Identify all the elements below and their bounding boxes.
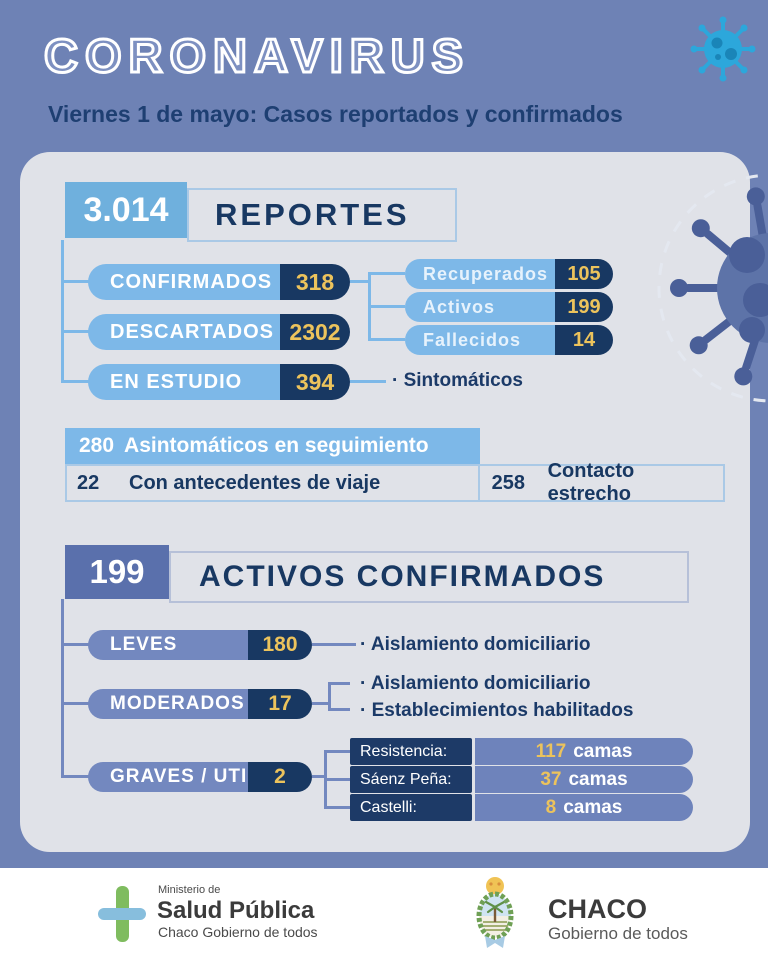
moderados-note: · Aislamiento domiciliario [360,673,591,694]
connector-line [312,643,356,646]
connector-line [312,775,324,778]
ministerio-tagline: Chaco Gobierno de todos [158,924,318,940]
page-subtitle: Viernes 1 de mayo: Casos reportados y confirmados [48,101,623,127]
coronavirus-icon [686,14,760,88]
connector-line [324,750,350,753]
ministerio-name: Salud Pública [157,897,315,924]
stat-label: Recuperados [405,259,555,289]
connector-line [61,380,91,383]
stat-label: MODERADOS [88,689,248,719]
seguimiento-band [65,428,480,464]
stat-pill-activos [405,292,613,322]
stat-value: 17 [248,689,312,719]
connector-line [350,280,368,283]
stat-value: 2302 [280,314,350,350]
cell-value: 22 [77,471,100,494]
stat-pill-fallecidos [405,325,613,355]
connector-line [61,330,91,333]
stat-pill-en-estudio [88,364,350,400]
cell-label: Contacto estrecho [547,460,635,505]
leves-note: · Aislamiento domiciliario [360,634,591,655]
ministerio-small-label: Ministerio de [158,884,221,896]
stat-value: 318 [280,264,350,300]
activos-total-badge: 199 [65,545,169,599]
chaco-tagline: Gobierno de todos [548,924,688,943]
connector-line [350,380,386,383]
en-estudio-note: · Sintomáticos [392,370,523,391]
connector-line [61,775,91,778]
connector-line [368,272,405,275]
connector-line [328,708,350,711]
connector-line [328,682,350,685]
cell-label: Con antecedentes de viaje [129,471,381,494]
uti-beds-unit: camas [573,740,633,762]
seguimiento-row [65,460,725,505]
stat-label: Fallecidos [405,325,555,355]
coronavirus-watermark-icon [600,160,768,440]
stat-pill-moderados [88,689,312,719]
stat-value: 14 [555,325,613,355]
connector-line [328,682,331,711]
stat-value: 394 [280,364,350,400]
stat-pill-graves-uti [88,762,312,792]
footer [0,868,768,960]
uti-place: Castelli: [350,794,472,821]
cell-value: 258 [491,471,525,494]
seguimiento-cell-contacto [480,460,723,505]
stat-label: GRAVES / UTI [88,762,248,792]
uti-beds-value: 8 [545,796,557,818]
activos-heading: ACTIVOS CONFIRMADOS [169,551,689,603]
stat-value: 105 [555,259,613,289]
uti-place: Sáenz Peña: [350,766,472,793]
uti-row-saenz-pena [350,766,693,793]
stat-pill-recuperados [405,259,613,289]
stat-value: 180 [248,630,312,660]
stat-pill-leves [88,630,312,660]
health-cross-icon [98,884,146,946]
connector-line [61,702,91,705]
connector-line [368,338,405,341]
connector-line [368,305,405,308]
stat-label: EN ESTUDIO [88,364,280,400]
reportes-total-badge: 3.014 [65,182,187,238]
uti-row-castelli [350,794,693,821]
uti-beds-unit: camas [563,796,623,818]
seguimiento-cell-viaje [67,466,480,500]
uti-beds-value: 117 [535,740,567,762]
connector-line [61,240,64,383]
stat-label: Activos [405,292,555,322]
stat-label: LEVES [88,630,248,660]
chaco-name: CHACO [548,894,647,924]
uti-beds-unit: camas [568,768,628,790]
reportes-heading: REPORTES [187,188,457,242]
uti-row-resistencia [350,738,693,765]
page-title: CORONAVIRUS [44,29,471,82]
connector-line [324,778,350,781]
stat-pill-descartados [88,314,350,350]
connector-line [61,280,91,283]
seguimiento-total: 280 [79,434,115,457]
connector-line [61,643,91,646]
chaco-coat-of-arms-icon [468,874,522,954]
uti-place: Resistencia: [350,738,472,765]
stat-value: 199 [555,292,613,322]
connector-line [312,702,328,705]
stat-label: DESCARTADOS [88,314,280,350]
seguimiento-label: Asintomáticos en seguimiento [124,434,429,457]
moderados-note: · Establecimientos habilitados [360,700,634,721]
stat-pill-confirmados [88,264,350,300]
connector-line [324,806,350,809]
uti-beds-value: 37 [540,768,562,790]
stat-label: CONFIRMADOS [88,264,280,300]
connector-line [61,599,64,778]
stat-value: 2 [248,762,312,792]
